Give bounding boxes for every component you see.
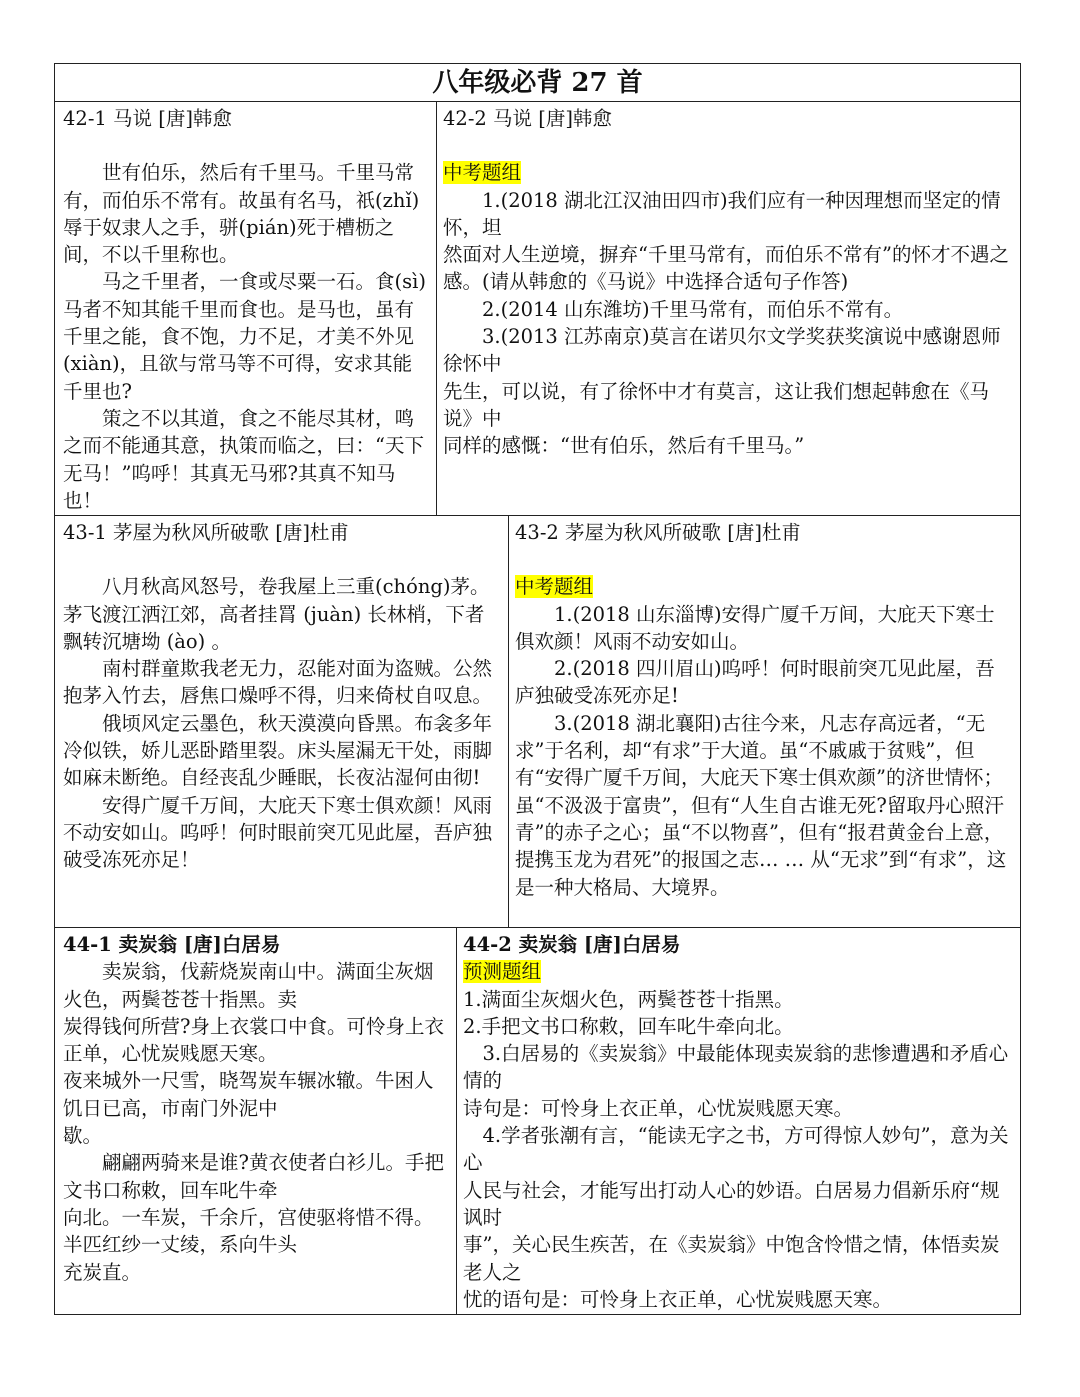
row-44 [55,928,1020,1314]
question-text: 1.(2018 湖北江汉油田四市)我们应有一种因理想而坚定的情怀，坦 [443,188,1001,239]
poem-line: 夜来城外一尺雪，晓驾炭车辗冰辙。牛困人饥日已高，市南门外泥中 [63,1069,434,1120]
poem-paragraph: 世有伯乐，然后有千里马。千里马常有，而伯乐不常有。故虽有名马，祇(zhǐ)辱于奴隶人之手，骈(pián)死于槽枥之间，不以千里称也。 [63,161,420,267]
question-text: 同样的感慨：“世有伯乐，然后有千里马。” [443,434,805,458]
question-text: 2.手把文书口称敕，回车叱牛牵向北。 [463,1014,794,1038]
question-text: 2.(2014 山东潍坊)千里马常有，而伯乐不常有。 [482,297,904,321]
poem-paragraph: 南村群童欺我老无力，忍能对面为盗贼。公然抱茅入竹去，唇焦口燥呼不得，归来倚杖自叹息。 [63,657,493,708]
question-text: 2.(2018 四川眉山)呜呼！何时眼前突兀见此屋，吾庐独破受冻死亦足! [515,657,995,708]
poem-paragraph: 八月秋高风怒号，卷我屋上三重(chóng)茅。茅飞渡江洒江郊，高者挂罥 (juàn) 长林梢，下者飘转沉塘坳 (ào) 。 [63,575,490,653]
question-text: 然面对人生逆境，摒弃“千里马常有，而伯乐不常有”的怀才不遇之 [443,243,1009,267]
section-heading: 43-2 茅屋为秋风所破歌 [唐]杜甫 [515,521,801,544]
question-text: 1.(2018 山东淄博)安得广厦千万间，大庇天下寒士俱欢颜！风雨不动安如山。 [515,602,995,653]
cell-43-1 [55,516,509,927]
poem-paragraph: 策之不以其道，食之不能尽其材，鸣之而不能通其意，执策而临之，曰：“天下无马！”呜呼！其真无马邪?其真不知马也！ [63,406,424,512]
poem-paragraph: 马之千里者，一食或尽粟一石。食(sì)马者不知其能千里而食也。是马也，虽有千里之能，食不饱，力不足，才美不外见(xiàn)，且欲与常马等不可得，安求其能千里也? [63,270,426,403]
poem-paragraph: 俄顷风定云墨色，秋天漠漠向昏黑。布衾多年冷似铁，娇儿恶卧踏里裂。床头屋漏无干处，雨脚如麻未断绝。自经丧乱少睡眠，长夜沾湿何由彻! [63,711,493,790]
question-text: 1.满面尘灰烟火色，两鬓苍苍十指黑。 [463,987,794,1011]
poem-line: 炭得钱何所营?身上衣裳口中食。可怜身上衣正单，心忧炭贱愿天寒。 [63,1014,444,1066]
cell-43-2 [507,516,1020,927]
question-text: 人民与社会，才能写出打动人心的妙语。白居易力倡新乐府“规讽时 [463,1178,1000,1229]
question-text: 3.(2018 湖北襄阳)古往今来，凡志存高远者，“无求”于名利，却“有求”于大道。虽“不戚戚于贫贱”，但有“安得广厦千万间，大庇天下寒士俱欢颜”的济世情怀；虽“不汲汲于富贵”，但有“人生自古谁无死?留取丹心照汗青”的赤子之心；虽“不以物喜”，但有“报君黄金台上意，提携玉龙为君死”的报国之志… … 从“无求”到“有求”，这是一种大格局、大境界。 [515,711,1007,899]
poem-line: 卖炭翁，伐薪烧炭南山中。满面尘灰烟火色，两鬓苍苍十指黑。卖 [63,960,434,1011]
question-text: 3.白居易的《卖炭翁》中最能体现卖炭翁的悲惨遭遇和矛盾心情的 [463,1042,1009,1093]
section-heading: 43-1 茅屋为秋风所破歌 [唐]杜甫 [63,521,349,544]
question-text: 先生，可以说，有了徐怀中才有莫言，这让我们想起韩愈在《马说》中 [443,379,990,430]
question-text: 4.学者张潮有言，“能读无字之书，方可得惊人妙句”，意为关心 [463,1124,1009,1175]
cell-42-2 [435,102,1020,515]
question-text: 忧的语句是：可怜身上衣正单，心忧炭贱愿天寒。 [463,1287,893,1311]
row-43 [55,516,1020,928]
section-heading: 42-2 马说 [唐]韩愈 [443,107,612,130]
poem-line: 歇。 [63,1124,103,1148]
cell-44-1 [55,928,457,1314]
cell-44-2 [455,928,1020,1314]
poem-table [54,63,1021,1315]
row-42 [55,102,1020,516]
poem-line: 向北。一车炭，千余斤，宫使驱将惜不得。半匹红纱一丈绫，系向牛头 [63,1205,434,1257]
page-title: 八年级必背 27 首 [55,64,1020,102]
poem-line: 翩翩两骑来是谁?黄衣使者白衫儿。手把文书口称敕，回车叱牛牵 [63,1151,444,1202]
section-heading: 44-1 卖炭翁 [唐]白居易 [63,933,281,956]
question-text: 诗句是：可怜身上衣正单，心忧炭贱愿天寒。 [463,1096,854,1120]
prediction-group-tag: 预测题组 [463,960,542,984]
exam-group-tag: 中考题组 [515,575,594,599]
question-text: 感。(请从韩愈的《马说》中选择合适句子作答) [443,270,849,294]
poem-line: 充炭直。 [63,1260,142,1284]
section-heading: 44-2 卖炭翁 [唐]白居易 [463,933,681,956]
question-text: 事”，关心民生疾苦，在《卖炭翁》中饱含怜惜之情，体悟卖炭老人之 [463,1233,1000,1284]
question-text: 3.(2013 江苏南京)莫言在诺贝尔文学奖获奖演说中感谢恩师徐怀中 [443,325,1001,376]
cell-42-1 [55,102,437,515]
exam-group-tag: 中考题组 [443,161,522,185]
poem-paragraph: 安得广厦千万间，大庇天下寒士俱欢颜！风雨不动安如山。呜呼！何时眼前突兀见此屋，吾庐独破受冻死亦足！ [63,793,493,872]
section-heading: 42-1 马说 [唐]韩愈 [63,107,232,130]
